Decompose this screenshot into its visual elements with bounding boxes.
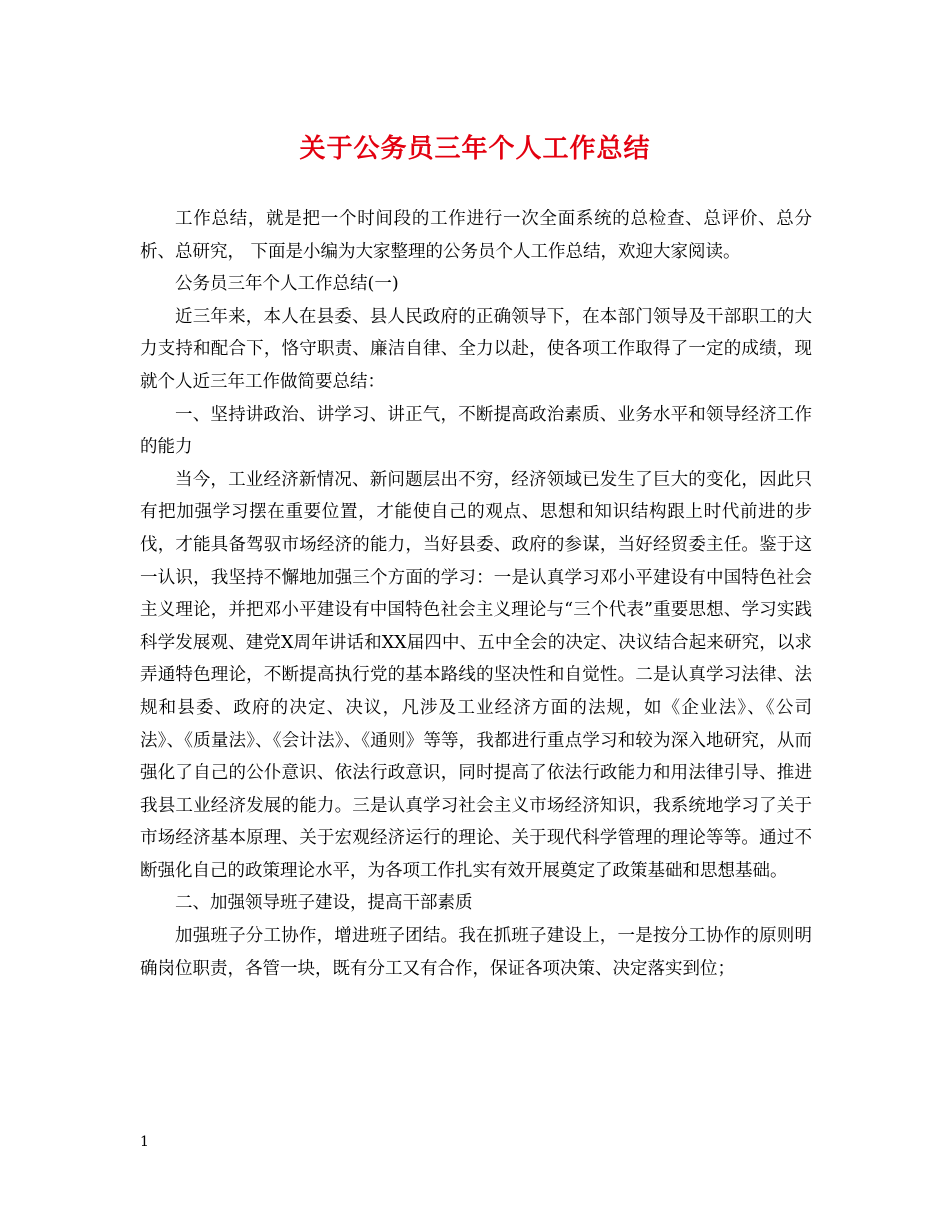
document-body [140, 203, 812, 985]
section-heading: 二、加强领导班子建设，提高干部素质 [175, 893, 473, 914]
page-number: 1 [140, 1134, 149, 1150]
document-title: 关于公务员三年个人工作总结 [299, 134, 651, 164]
paragraph: 近三年来，本人在县委、县人民政府的正确领导下，在本部门领导及干部职工的大力支持和配合下，恪守职责、廉洁自律、全力以赴，使各项工作取得了一定的成绩，现就个人近三年工作做简要总结： [140, 306, 812, 392]
paragraph-intro: 工作总结，就是把一个时间段的工作进行一次全面系统的总检查、总评价、总分析、总研究， 下面是小编为大家整理的公务员个人工作总结，欢迎大家阅读。 [140, 209, 812, 262]
paragraph: 加强班子分工协作，增进班子团结。我在抓班子建设上，一是按分工协作的原则明确岗位职责，各管一块，既有分工又有合作，保证各项决策、决定落实到位； [140, 926, 812, 979]
paragraph: 当今，工业经济新情况、新问题层出不穷，经济领域已发生了巨大的变化，因此只有把加强学习摆在重要位置，才能使自己的观点、思想和知识结构跟上时代前进的步伐，才能具备驾驭市场经济的能力，当好县委、政府的参谋，当好经贸委主任。鉴于这一认识，我坚持不懈地加强三个方面的学习：一是认真学习邓小平建设有中国特色社会主义理论，并把邓小平建设有中国特色社会主义理论与“三个代表”重要思想、学习实践科学发展观、建党X周年讲话和XX届四中、五中全会的决定、决议结合起来研究，以求弄通特色理论，不断提高执行党的基本路线的坚决性和自觉性。二是认真学习法律、法规和县委、政府的决定、决议，凡涉及工业经济方面的法规，如《企业法》、《公司法》、《质量法》、《会计法》、《通则》等等，我都进行重点学习和较为深入地研究，从而强化了自己的公仆意识、依法行政意识，同时提高了依法行政能力和用法律引导、推进我县工业经济发展的能力。三是认真学习社会主义市场经济知识，我系统地学习了关于市场经济基本原理、关于宏观经济运行的理论、关于现代科学管理的理论等等。通过不断强化自己的政策理论水平，为各项工作扎实有效开展奠定了政策基础和思想基础。 [140, 469, 812, 881]
section-heading: 公务员三年个人工作总结(一) [175, 274, 399, 295]
section-heading: 一、坚持讲政治、讲学习、讲正气，不断提高政治素质、业务水平和领导经济工作的能力 [140, 404, 812, 458]
